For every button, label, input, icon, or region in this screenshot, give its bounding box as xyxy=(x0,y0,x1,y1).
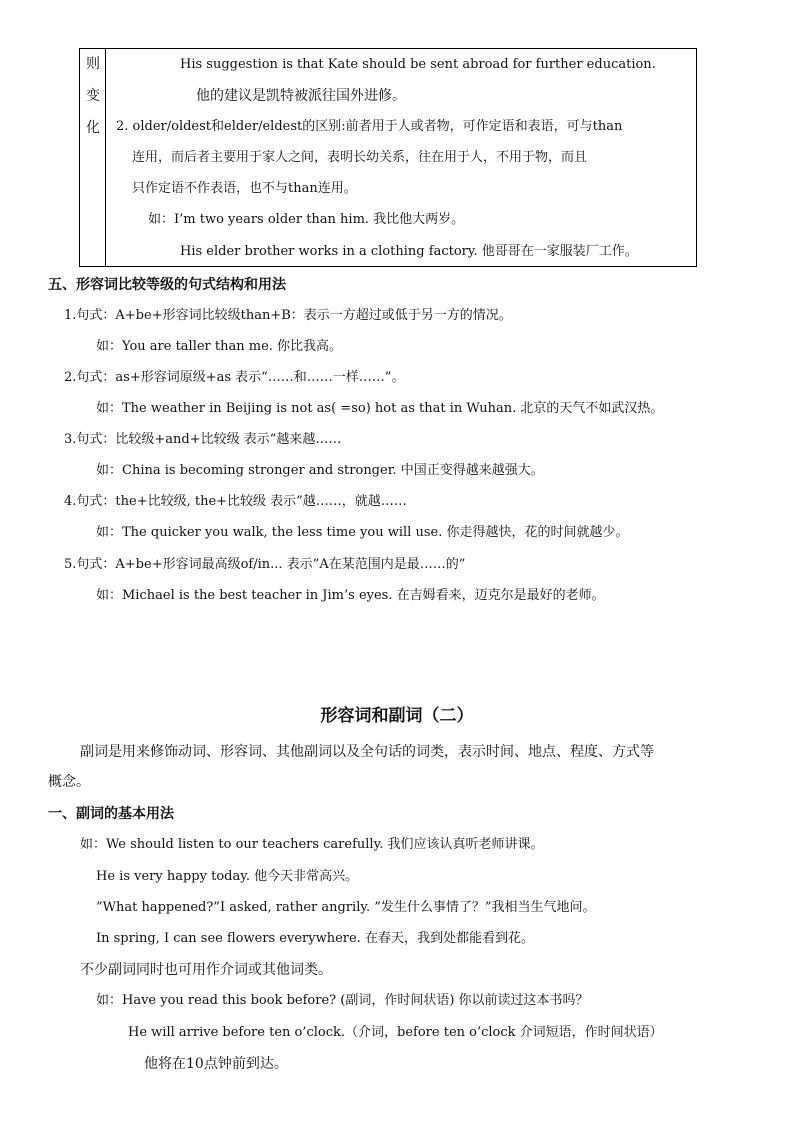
intro-line: 副词是用来修饰动词、形容词、其他副词以及全句话的词类，表示时间、地点、程度、方式等 xyxy=(80,744,654,760)
section-heading: 一、副词的基本用法 xyxy=(48,806,174,822)
example-line: 如：Michael is the best teacher in Jim’s eyes. 在吉姆看来，迈克尔是最好的老师。 xyxy=(96,588,605,603)
example-line: 如：You are taller than me. 你比我高。 xyxy=(96,339,343,354)
example-line: 如：The weather in Beijing is not as( =so) hot as that in Wuhan. 北京的天气不如武汉热。 xyxy=(96,401,664,416)
pattern-line: 1.句式：A+be+形容词比较级than+B：表示一方超过或低于另一方的情况。 xyxy=(64,308,512,323)
example-line: ”What happened?”I asked, rather angrily. ”发生什么事情了？”我相当生气地问。 xyxy=(96,900,596,915)
example-line: 如：China is becoming stronger and stronger. 中国正变得越来越强大。 xyxy=(96,463,544,478)
note-line: 不少副词同时也可用作介词或其他词类。 xyxy=(80,962,332,978)
example-line: He will arrive before ten o’clock.（介词，before ten o’clock 介词短语，作时间状语） xyxy=(128,1025,663,1040)
example-line: He is very happy today. 他今天非常高兴。 xyxy=(96,869,359,884)
table-side-char: 化 xyxy=(86,120,100,136)
table-divider xyxy=(105,48,106,267)
section-heading: 五、形容词比较等级的句式结构和用法 xyxy=(48,277,286,293)
example-line: 如：Have you read this book before? (副词，作时间状语) 你以前读过这本书吗？ xyxy=(96,993,589,1008)
table-line: 只作定语不作表语，也不与than连用。 xyxy=(132,181,357,196)
example-line: 如：The quicker you walk, the less time you will use. 你走得越快，花的时间就越少。 xyxy=(96,525,629,540)
example-line: 他将在10点钟前到达。 xyxy=(144,1056,288,1072)
pattern-line: 2.句式：as+形容词原级+as 表示“……和……一样……”。 xyxy=(64,370,405,385)
page-title: 形容词和副词（二） xyxy=(320,706,474,726)
intro-line: 概念。 xyxy=(48,774,90,790)
table-side-char: 则 xyxy=(86,56,100,72)
table-line: 如：I’m two years older than him. 我比他大两岁。 xyxy=(148,212,465,227)
pattern-line: 4.句式：the+比较级, the+比较级 表示”越……，就越…… xyxy=(64,494,407,509)
table-line: His suggestion is that Kate should be sent abroad for further education. xyxy=(180,57,656,72)
table-line: His elder brother works in a clothing factory. 他哥哥在一家服装厂工作。 xyxy=(180,244,638,259)
pattern-line: 3.句式：比较级+and+比较级 表示”越来越…… xyxy=(64,432,342,447)
example-line: In spring, I can see flowers everywhere. 在春天，我到处都能看到花。 xyxy=(96,931,534,946)
example-line: 如：We should listen to our teachers carefully. 我们应该认真听老师讲课。 xyxy=(80,837,544,852)
table-line: 连用，而后者主要用于家人之间，表明长幼关系，往在用于人，不用于物，而且 xyxy=(132,150,588,165)
table-line: 2. older/oldest和elder/eldest的区别:前者用于人或者物，可作定语和表语，可与than xyxy=(116,119,623,134)
table-line: 他的建议是凯特被派往国外进修。 xyxy=(196,88,406,104)
pattern-line: 5.句式：A+be+形容词最高级of/in... 表示”A在某范围内是最……的” xyxy=(64,557,466,572)
table-side-char: 变 xyxy=(86,88,100,104)
